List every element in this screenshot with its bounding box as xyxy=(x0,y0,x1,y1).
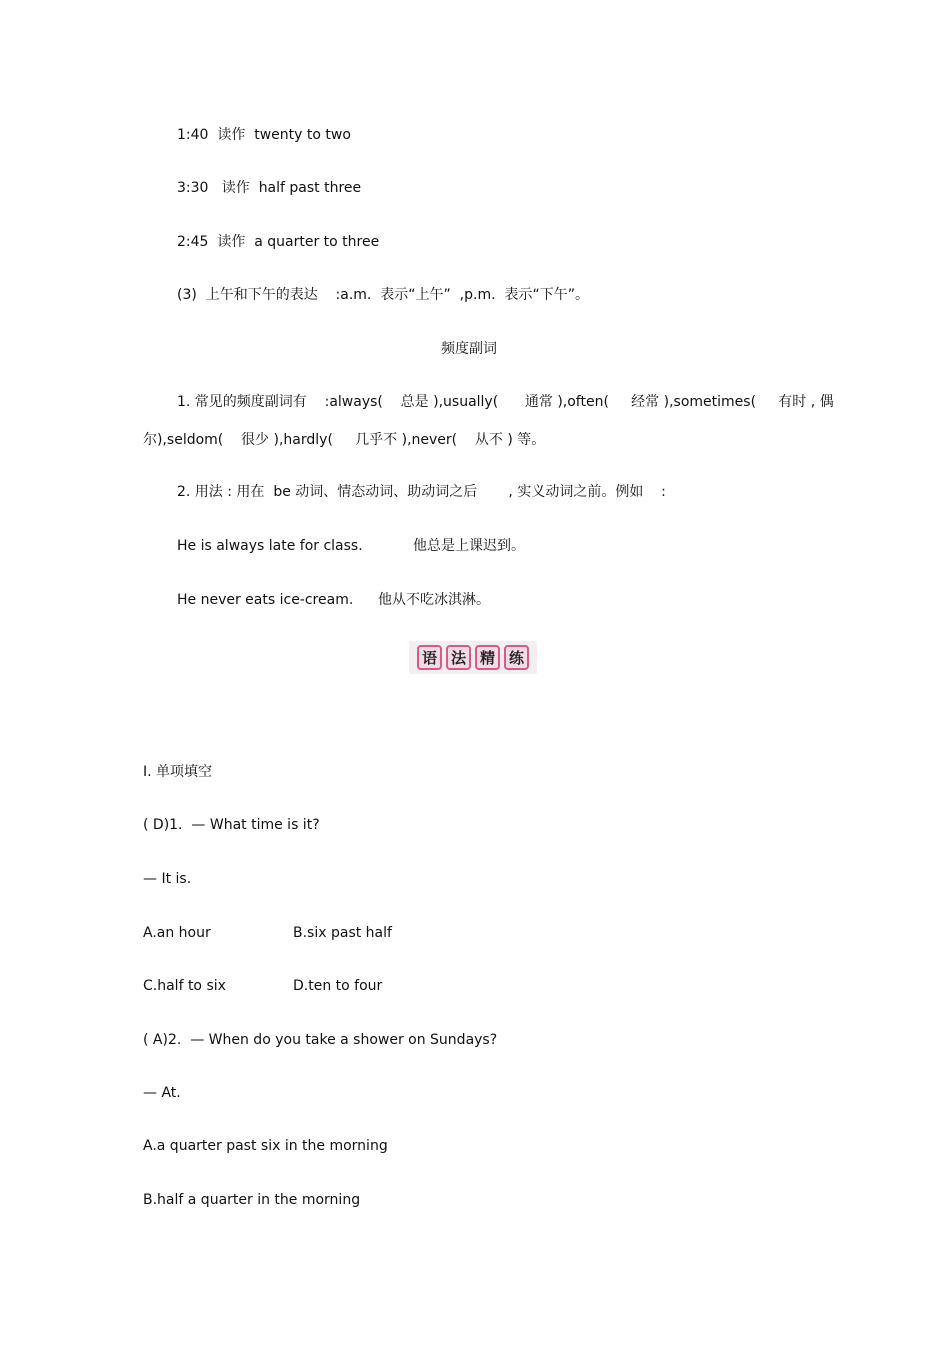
badge-char-3: 精 xyxy=(475,645,500,670)
question-1-option-d: D.ten to four xyxy=(293,978,383,994)
badge-char-4: 练 xyxy=(504,645,529,670)
exercise-title: Ⅰ. 单项填空 xyxy=(143,764,213,780)
time-example-3: 2:45 读作 a quarter to three xyxy=(177,234,380,250)
example-1-chinese: 他总是上课迟到。 xyxy=(413,538,525,554)
badge-char-2: 法 xyxy=(446,645,471,670)
am-pm-note: (3) 上午和下午的表达 :a.m. 表示“上午” ,p.m. 表示“下午”。 xyxy=(177,287,589,303)
question-2-option-a: A.a quarter past six in the morning xyxy=(143,1138,388,1154)
example-1-english: He is always late for class. xyxy=(177,538,363,554)
adverbs-list-line-2: 尔),seldom( 很少 ),hardly( 几乎不 ),never( 从不 ) 等。 xyxy=(143,432,546,448)
adverbs-list-line-1: 1. 常见的频度副词有 :always( 总是 ),usually( 通常 ),often( 经常 ),sometimes( 有时 , 偶 xyxy=(177,394,834,410)
time-example-2: 3:30 读作 half past three xyxy=(177,180,362,196)
adverbs-usage: 2. 用法 : 用在 be 动词、情态动词、助动词之后 , 实义动词之前。例如 : xyxy=(177,484,666,500)
time-example-1: 1:40 读作 twenty to two xyxy=(177,127,351,143)
section-heading: 频度副词 xyxy=(441,341,497,357)
question-1-stem: ( D)1. — What time is it? xyxy=(143,817,320,833)
practice-badge xyxy=(409,641,537,674)
question-2-reply: — At. xyxy=(143,1085,181,1101)
question-2-option-b: B.half a quarter in the morning xyxy=(143,1192,361,1208)
example-2-chinese: 他从不吃冰淇淋。 xyxy=(378,592,490,608)
badge-char-1: 语 xyxy=(417,645,442,670)
question-1-option-b: B.six past half xyxy=(293,925,392,941)
question-2-stem: ( A)2. — When do you take a shower on Sundays? xyxy=(143,1032,498,1048)
question-1-reply: — It is. xyxy=(143,871,192,887)
question-1-option-c: C.half to six xyxy=(143,978,226,994)
example-2-english: He never eats ice-cream. xyxy=(177,592,354,608)
question-1-option-a: A.an hour xyxy=(143,925,211,941)
